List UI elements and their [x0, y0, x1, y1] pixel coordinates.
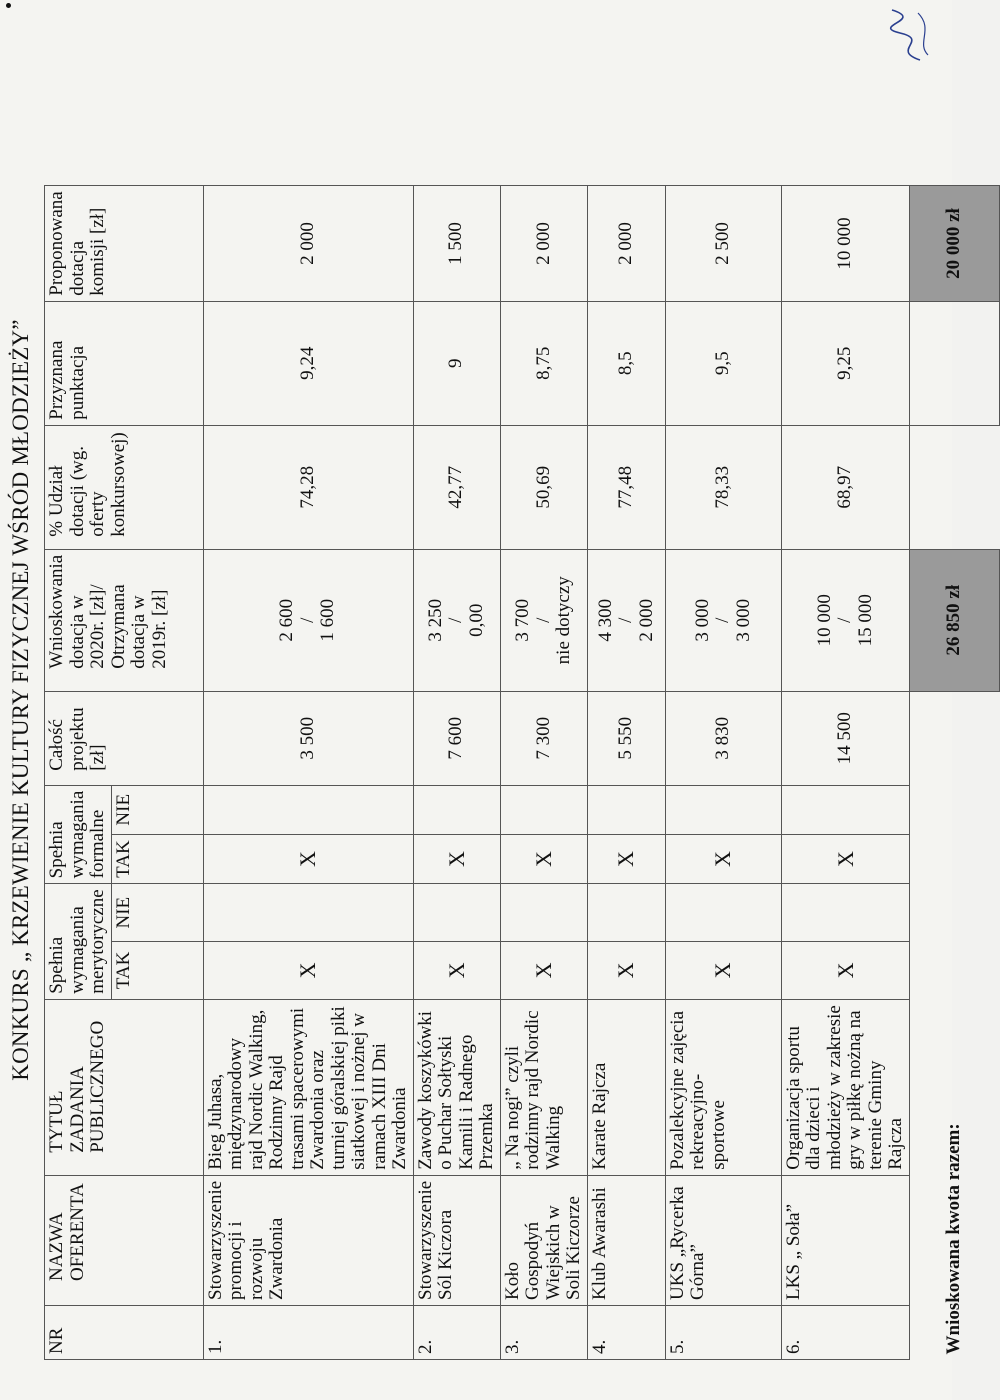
cell-oferent: Klub Awarashi: [587, 1175, 665, 1305]
requested-separator: /: [615, 617, 637, 623]
cell-oferent: Stowarzyszenie Sól Kiczora: [413, 1175, 500, 1305]
cell-mer-tak: X: [665, 942, 781, 1000]
received-2019: 3 000: [732, 598, 754, 642]
requested-2020: 2 600: [276, 598, 298, 642]
cell-oferent: Koło Gospodyń Wiejskich w Soli Kiczorze: [500, 1175, 587, 1305]
cell-mer-nie: [500, 884, 587, 942]
requested-separator: /: [296, 617, 318, 623]
cell-udzial: 42,77: [413, 425, 500, 549]
cell-udzial: 68,97: [781, 425, 909, 549]
requested-separator: /: [445, 617, 467, 623]
cell-calosc: 5 550: [587, 691, 665, 785]
header-form-nie: NIE: [111, 785, 203, 834]
header-punktacja: Przyznana punktacja: [45, 301, 204, 425]
totals-label: Wnioskowana kwota razem:: [943, 1123, 965, 1355]
cell-form-nie: [413, 785, 500, 834]
header-proponowana: Proponowana dotacja komisji [zł]: [45, 186, 204, 301]
requested-2020: 3 000: [691, 598, 713, 642]
table-row: [665, 186, 781, 1360]
cell-nr: 6.: [781, 1306, 909, 1360]
received-2019: 0,00: [465, 603, 487, 637]
cell-wnioskowana: [413, 549, 500, 691]
cell-wnioskowana: [587, 549, 665, 691]
requested-2020: 4 300: [594, 598, 616, 642]
requested-2020: 3 250: [424, 598, 446, 642]
cell-form-nie: [665, 785, 781, 834]
totals-proponowana: 20 000 zł: [909, 186, 999, 301]
header-merytoryczne: Spełnia wymagania merytoryczne: [45, 884, 112, 999]
received-2019: 2 000: [635, 598, 657, 642]
header-mer-nie: NIE: [111, 884, 203, 942]
cell-punktacja: 9,5: [665, 301, 781, 425]
cell-form-tak: X: [587, 834, 665, 884]
cell-form-nie: [781, 785, 909, 834]
cell-proponowana: 2 000: [500, 186, 587, 301]
signature-scribble: [880, 5, 940, 65]
cell-oferent: UKS „Rycerka Górna”: [665, 1175, 781, 1305]
cell-oferent: Stowarzyszenie promocji i rozwoju Zwardonia: [203, 1175, 413, 1305]
cell-punktacja: 9: [413, 301, 500, 425]
header-nr: NR: [45, 1306, 204, 1360]
cell-proponowana: 2 000: [203, 186, 413, 301]
header-form-tak: TAK: [111, 834, 203, 884]
cell-punktacja: 8,75: [500, 301, 587, 425]
cell-proponowana: 1 500: [413, 186, 500, 301]
cell-punktacja: 9,24: [203, 301, 413, 425]
cell-mer-tak: X: [781, 942, 909, 1000]
cell-proponowana: 2 500: [665, 186, 781, 301]
cell-nr: 3.: [500, 1306, 587, 1360]
cell-punktacja: 8,5: [587, 301, 665, 425]
requested-separator: /: [712, 617, 734, 623]
header-udzial: % Udział dotacji (wg. oferty konkursowej): [45, 425, 204, 549]
cell-form-tak: X: [665, 834, 781, 884]
received-2019: 15 000: [854, 594, 876, 647]
cell-calosc: 7 600: [413, 691, 500, 785]
header-oferent: NAZWA OFERENTA: [45, 1175, 204, 1305]
cell-wnioskowana: [500, 549, 587, 691]
cell-proponowana: 10 000: [781, 186, 909, 301]
table-row: [587, 186, 665, 1360]
requested-2020: 10 000: [813, 594, 835, 647]
cell-form-tak: X: [781, 834, 909, 884]
cell-wnioskowana: [203, 549, 413, 691]
totals-spacer-udzial: [909, 425, 999, 549]
cell-form-nie: [500, 785, 587, 834]
totals-row: [909, 186, 999, 1360]
cell-form-tak: X: [413, 834, 500, 884]
cell-mer-tak: X: [203, 942, 413, 1000]
cell-form-tak: X: [500, 834, 587, 884]
header-mer-tak: TAK: [111, 942, 203, 1000]
cell-oferent: LKS „ Soła”: [781, 1175, 909, 1305]
header-formalne: Spełnia wymagania formalne: [45, 785, 112, 884]
cell-calosc: 3 830: [665, 691, 781, 785]
totals-wnioskowana: 26 850 zł: [909, 549, 999, 691]
table-row: [500, 186, 587, 1360]
cell-nr: 2.: [413, 1306, 500, 1360]
header-wnioskowana: Wnioskowania dotacja w 2020r. [zł]/ Otrzymana dotacja w 2019r. [zł]: [45, 549, 204, 691]
cell-form-nie: [587, 785, 665, 834]
ink-dot: [6, 3, 11, 8]
cell-tytul: Zawody koszykówki o Puchar Sołtyski Kamili i Radnego Przemka: [413, 999, 500, 1175]
requested-separator: /: [834, 617, 856, 623]
header-calosc: Całość projektu [zł]: [45, 691, 204, 785]
cell-tytul: Organizacja sportu dla dzieci i młodzieży w zakresie gry w piłkę nożną na terenie Gminy Rajcza: [781, 999, 909, 1175]
cell-wnioskowana: [665, 549, 781, 691]
totals-spacer: [909, 691, 999, 999]
cell-wnioskowana: [781, 549, 909, 691]
cell-nr: 5.: [665, 1306, 781, 1360]
header-tytul: TYTUŁ ZADANIA PUBLICZNEGO: [45, 999, 204, 1175]
received-2019: nie dotyczy: [553, 576, 575, 665]
document-title: KONKURS „ KRZEWIENIE KULTURY FIZYCZNEJ WŚRÓD MŁODZIEŻY”: [8, 319, 33, 1081]
received-2019: 1 600: [317, 598, 339, 642]
cell-tytul: Karate Rajcza: [587, 999, 665, 1175]
cell-form-tak: X: [203, 834, 413, 884]
cell-mer-nie: [587, 884, 665, 942]
cell-proponowana: 2 000: [587, 186, 665, 301]
cell-calosc: 7 300: [500, 691, 587, 785]
cell-mer-tak: X: [500, 942, 587, 1000]
cell-punktacja: 9,25: [781, 301, 909, 425]
cell-mer-nie: [781, 884, 909, 942]
table-row: [781, 186, 909, 1360]
cell-mer-nie: [665, 884, 781, 942]
requested-2020: 3 700: [512, 598, 534, 642]
cell-udzial: 78,33: [665, 425, 781, 549]
requested-separator: /: [532, 617, 554, 623]
cell-tytul: „ Na nogi” czyli rodzinny rajd Nordic Walking: [500, 999, 587, 1175]
totals-spacer-punktacja: [909, 301, 999, 425]
cell-form-nie: [203, 785, 413, 834]
cell-calosc: 3 500: [203, 691, 413, 785]
cell-nr: 4.: [587, 1306, 665, 1360]
cell-udzial: 50,69: [500, 425, 587, 549]
cell-mer-nie: [203, 884, 413, 942]
cell-udzial: 74,28: [203, 425, 413, 549]
cell-mer-nie: [413, 884, 500, 942]
cell-tytul: Pozalekcyjne zajęcia rekreacyjno- sportowe: [665, 999, 781, 1175]
results-table: [44, 185, 1000, 1360]
cell-nr: 1.: [203, 1306, 413, 1360]
cell-udzial: 77,48: [587, 425, 665, 549]
cell-mer-tak: X: [413, 942, 500, 1000]
table-row: [203, 186, 413, 1360]
cell-calosc: 14 500: [781, 691, 909, 785]
cell-tytul: Bieg Juhasa, międzynarodowy rajd Nordic Walking, Rodzinny Rajd trasami spacerowymi Zwardonia oraz turniej góralskiej piki siatkowej i nożnej w ramach XIII Dni Zwardonia: [203, 999, 413, 1175]
cell-mer-tak: X: [587, 942, 665, 1000]
table-row: [413, 186, 500, 1360]
